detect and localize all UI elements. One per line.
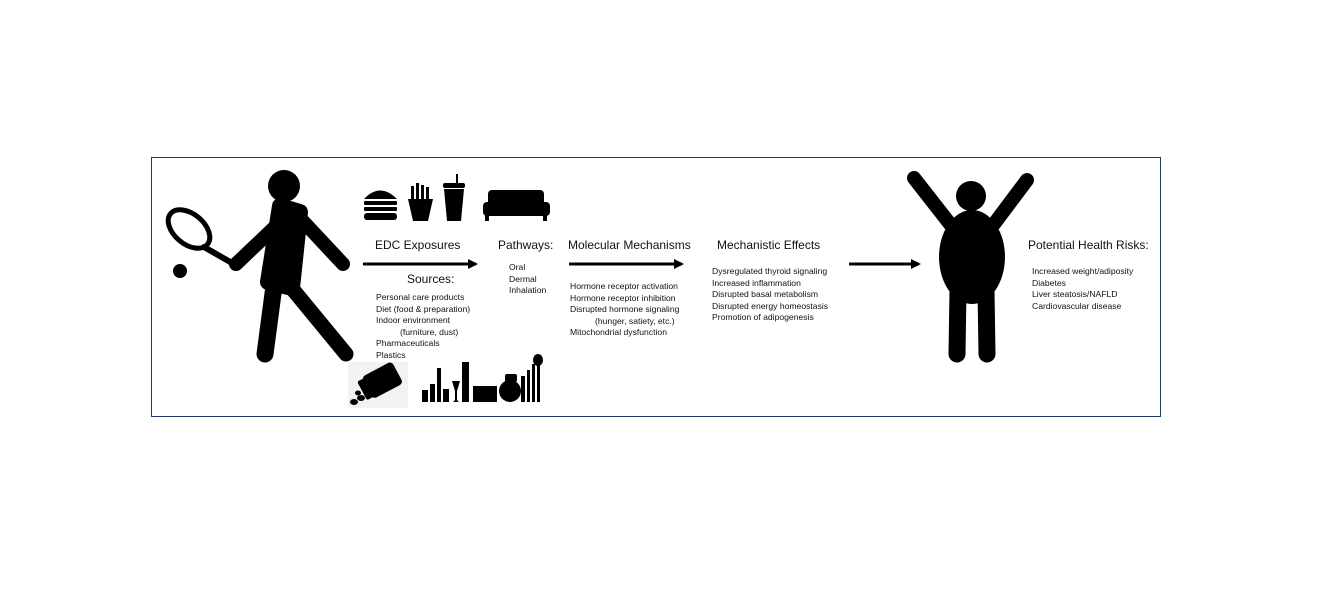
effects-list (712, 266, 828, 324)
pathways-list (509, 262, 546, 297)
pathways-title: Pathways: (498, 238, 554, 252)
fries-icon (408, 183, 433, 221)
obese-person-icon (914, 178, 1027, 354)
effect-item: Disrupted energy homeostasis (712, 300, 829, 311)
mechanism-item: Mitochondrial dysfunction (570, 327, 667, 338)
tennis-player-icon (161, 170, 346, 354)
source-item: Diet (food & preparation) (376, 303, 471, 314)
source-item: (furniture, dust) (400, 326, 459, 337)
mechanism-item: Disrupted hormone signaling (570, 304, 680, 315)
source-item: Personal care products (376, 292, 465, 302)
mechanism-item: Hormone receptor inhibition (570, 292, 676, 303)
drink-cup-icon (443, 174, 465, 221)
mechanisms-list (570, 281, 679, 339)
sofa-icon (483, 190, 550, 221)
pathway-item: Oral (509, 262, 526, 272)
risks-title: Potential Health Risks: (1028, 238, 1149, 252)
pill-bottle-icon (348, 361, 408, 408)
effect-item: Promotion of adipogenesis (712, 312, 814, 323)
effect-item: Disrupted basal metabolism (712, 289, 819, 300)
sources-list (376, 292, 470, 362)
pathway-item: Dermal (509, 273, 537, 284)
effect-item: Dysregulated thyroid signaling (712, 266, 828, 276)
source-item: Plastics (376, 349, 406, 360)
pathway-item: Inhalation (509, 285, 547, 296)
source-item: Indoor environment (376, 315, 451, 326)
risk-item: Liver steatosis/NAFLD (1032, 289, 1118, 300)
effect-item: Increased inflammation (712, 277, 801, 288)
source-item: Pharmaceuticals (376, 338, 440, 349)
burger-icon (364, 191, 397, 221)
mechanism-item: Hormone receptor activation (570, 281, 678, 291)
sources-title: Sources: (407, 272, 455, 286)
mechanisms-title: Molecular Mechanisms (568, 238, 691, 252)
risks-list (1032, 266, 1133, 312)
risk-item: Cardiovascular disease (1032, 300, 1122, 311)
risk-item: Increased weight/adiposity (1032, 266, 1134, 276)
exposures-title: EDC Exposures (375, 238, 461, 252)
mechanism-item: (hunger, satiety, etc.) (595, 315, 675, 326)
effects-title: Mechanistic Effects (717, 238, 821, 252)
risk-item: Diabetes (1032, 277, 1066, 288)
